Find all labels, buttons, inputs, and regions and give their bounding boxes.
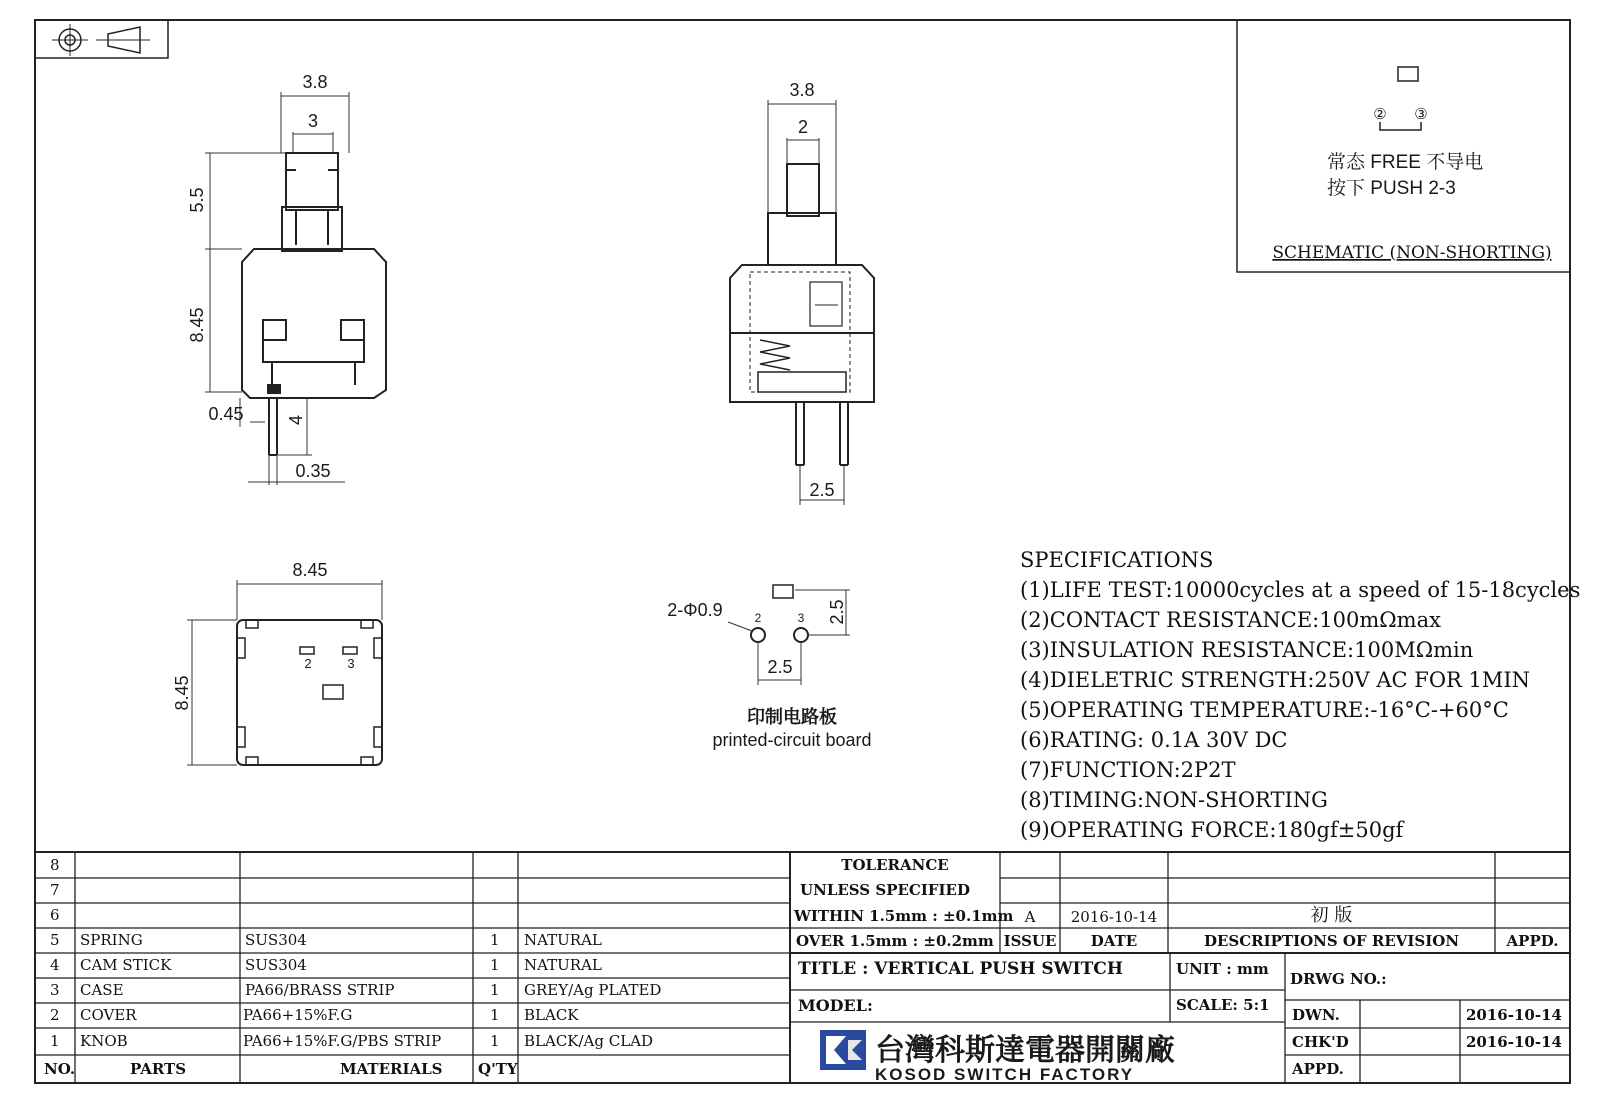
bom-no: 3 [50, 981, 60, 999]
bom-part: CAM STICK [80, 956, 172, 974]
spec-item: (9)OPERATING FORCE:180gf±50gf [1020, 818, 1404, 842]
pcb-label-en: printed-circuit board [712, 730, 872, 750]
schematic-pin-2: ② [1373, 106, 1387, 123]
schematic-box [1237, 20, 1570, 272]
bom-finish: BLACK/Ag CLAD [524, 1032, 654, 1050]
bom-qty: 1 [490, 956, 500, 974]
drawn-label: DWN. [1292, 1006, 1340, 1024]
spec-item: (8)TIMING:NON-SHORTING [1020, 788, 1328, 812]
bom-finish: BLACK [524, 1006, 579, 1024]
bom-material: PA66+15%F.G/PBS STRIP [243, 1032, 442, 1050]
pcb-pin-3-label: 3 [797, 611, 805, 625]
bom-finish: NATURAL [524, 931, 602, 949]
tolerance-line: WITHIN 1.5mm : ±0.1mm [794, 907, 1014, 925]
bom-material: PA66+15%F.G [243, 1006, 353, 1024]
company-name-en: KOSOD SWITCH FACTORY [875, 1065, 1135, 1084]
spec-item: (6)RATING: 0.1A 30V DC [1020, 728, 1288, 752]
bom-header-qty: Q'TY [478, 1060, 518, 1078]
bom-no: 1 [50, 1032, 60, 1050]
dim-side-width-outer: 3.8 [789, 80, 815, 100]
top-dimensions [187, 580, 382, 765]
pcb-holes-spec: 2-Φ0.9 [667, 600, 723, 620]
schematic-line-free: 常态 FREE 不导电 [1327, 152, 1484, 173]
dim-pcb-vertical: 2.5 [827, 599, 847, 625]
spec-item: (2)CONTACT RESISTANCE:100mΩmax [1020, 608, 1441, 632]
drawing-title: TITLE : VERTICAL PUSH SWITCH [798, 959, 1123, 979]
drawn-date: 2016-10-14 [1466, 1006, 1562, 1024]
dim-front-width-inner: 3 [307, 111, 319, 131]
bom-part: SPRING [80, 931, 143, 949]
tolerance-line: TOLERANCE [841, 856, 949, 874]
revision-issue: A [1024, 908, 1036, 926]
drawing-number-label: DRWG NO.: [1290, 970, 1387, 988]
top-view [237, 620, 382, 765]
front-view [242, 153, 386, 455]
side-dimensions [768, 100, 844, 505]
specifications-block [1020, 545, 1580, 845]
dim-side-pitch: 2.5 [809, 480, 835, 500]
revision-header-appd: APPD. [1506, 932, 1559, 950]
bom-material: SUS304 [245, 956, 307, 974]
revision-description: 初 版 [1310, 905, 1353, 926]
bom-qty: 1 [490, 981, 500, 999]
pcb-pin-2-label: 2 [754, 611, 762, 625]
schematic-line-push: 按下 PUSH 2-3 [1327, 178, 1456, 199]
bom-no: 4 [50, 956, 60, 974]
drawing-scale: SCALE: 5:1 [1176, 996, 1270, 1014]
bom-header-no: NO. [44, 1060, 76, 1078]
dim-pcb-horizontal: 2.5 [767, 657, 793, 677]
checked-label: CHK'D [1292, 1033, 1349, 1051]
spec-item: (7)FUNCTION:2P2T [1020, 758, 1236, 782]
dim-top-height: 8.45 [172, 675, 192, 711]
dim-front-pin-length: 4 [286, 414, 306, 426]
bom-part: KNOB [80, 1032, 128, 1050]
schematic-title: SCHEMATIC (NON-SHORTING) [1272, 243, 1552, 263]
bom-material: SUS304 [245, 931, 307, 949]
top-pin-2-label: 2 [304, 656, 312, 671]
side-view [730, 164, 874, 465]
dim-front-body-height: 8.45 [187, 307, 207, 343]
bom-material: PA66/BRASS STRIP [245, 981, 395, 999]
company-logo-icon [820, 1030, 866, 1070]
projection-symbol-icon [35, 20, 168, 58]
approved-label: APPD. [1292, 1060, 1344, 1078]
tolerance-line: OVER 1.5mm : ±0.2mm [796, 932, 994, 950]
bom-no: 8 [50, 856, 60, 874]
specifications-heading: SPECIFICATIONS [1020, 548, 1214, 572]
bom-no: 6 [50, 906, 60, 924]
revision-header-desc: DESCRIPTIONS OF REVISION [1203, 932, 1460, 950]
checked-date: 2016-10-14 [1466, 1033, 1562, 1051]
bom-finish: NATURAL [524, 956, 602, 974]
tolerance-line: UNLESS SPECIFIED [800, 881, 970, 899]
drawing-unit: UNIT : mm [1176, 960, 1269, 978]
revision-header-date: DATE [1090, 932, 1138, 950]
bom-qty: 1 [490, 1006, 500, 1024]
bom-part: CASE [80, 981, 124, 999]
dim-front-stem-height: 5.5 [187, 187, 207, 213]
schematic-pin-3: ③ [1414, 106, 1428, 123]
bom-part: COVER [80, 1006, 137, 1024]
dim-front-pin-offset: 0.45 [208, 404, 244, 424]
spec-item: (1)LIFE TEST:10000cycles at a speed of 15-18cycles [1020, 578, 1581, 602]
bom-header-materials: MATERIALS [340, 1060, 443, 1078]
bom-qty: 1 [490, 1032, 500, 1050]
bom-header-parts: PARTS [130, 1060, 187, 1078]
bom-qty: 1 [490, 931, 500, 949]
model-label: MODEL: [798, 996, 873, 1015]
bom-finish: GREY/Ag PLATED [524, 981, 662, 999]
bom-no: 7 [50, 881, 60, 899]
dim-side-width-inner: 2 [797, 117, 809, 137]
revision-header-issue: ISSUE [1003, 932, 1057, 950]
revision-date: 2016-10-14 [1070, 908, 1158, 926]
company-name-cn: 台灣科斯達電器開關廠 [875, 1034, 1175, 1067]
spec-item: (3)INSULATION RESISTANCE:100MΩmin [1020, 638, 1474, 662]
dim-front-pin-width: 0.35 [295, 461, 331, 481]
bom-no: 5 [50, 931, 60, 949]
spec-item: (5)OPERATING TEMPERATURE:-16°C-+60°C [1020, 698, 1509, 722]
dim-front-width-outer: 3.8 [302, 72, 328, 92]
dim-top-width: 8.45 [292, 560, 328, 580]
top-pin-3-label: 3 [347, 656, 355, 671]
spec-item: (4)DIELETRIC STRENGTH:250V AC FOR 1MIN [1020, 668, 1531, 692]
pcb-label-cn: 印制电路板 [747, 707, 837, 727]
bom-no: 2 [50, 1006, 60, 1024]
